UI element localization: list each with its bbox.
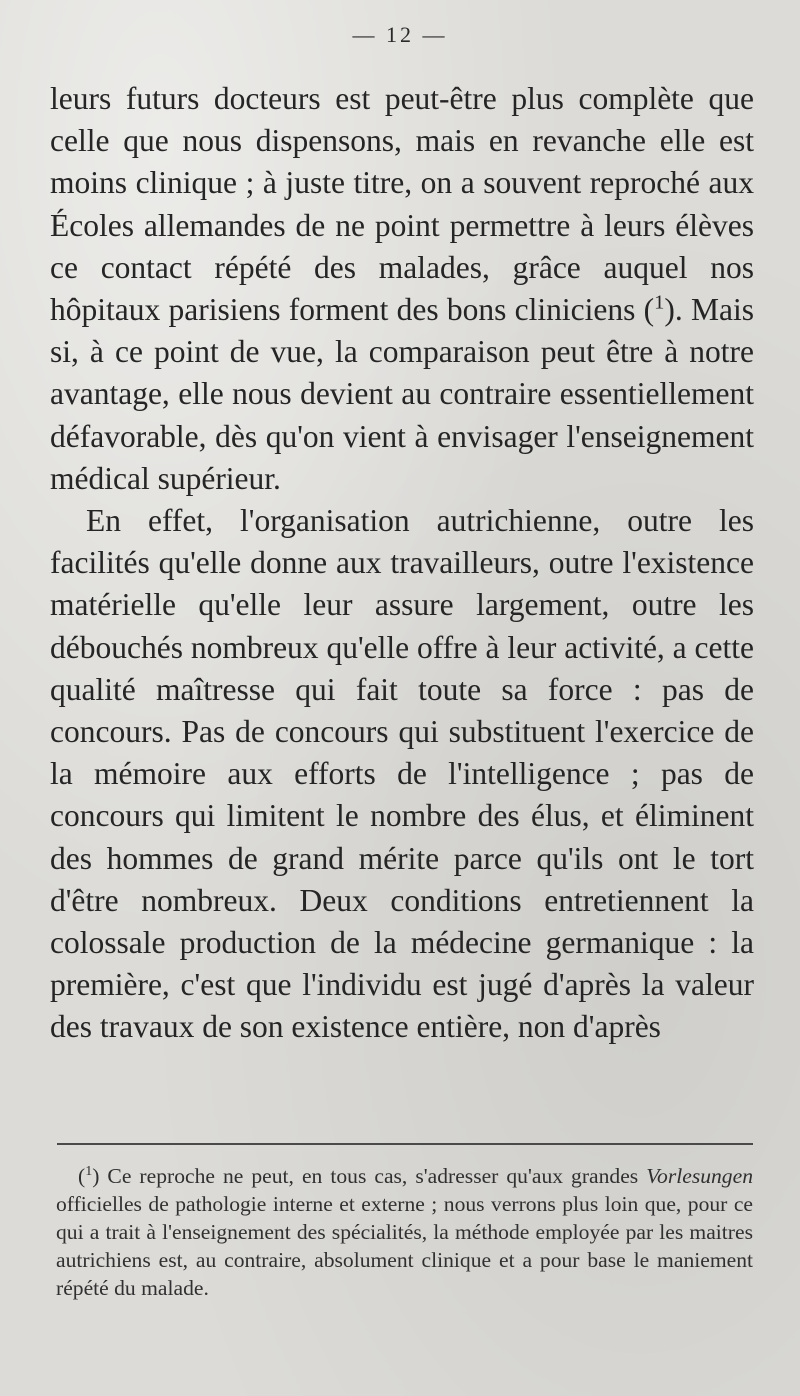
footnote-separator [57,1143,753,1145]
footnote-reference: 1 [654,291,665,314]
paragraph-2: En effet, l'organisation autrichienne, outre les facilités qu'elle donne aux travailleurs, outre l'existence matérielle qu'elle leur assure largement, outre les débouchés nombreux qu'elle offre à leur activité, a cette qualité maîtresse qui fait toute sa force : pas de concours. Pas de concours qui substituent l'exercice de la mémoire aux efforts de l'intelligence ; pas de concours qui limitent le nombre des élus, et éliminent des hommes de grand mérite parce qu'ils ont le tort d'être nombreux. Deux conditions entretiennent la colossale production de la médecine germanique : la première, c'est que l'individu est jugé d'après la valeur des travaux de son existence entière, non d'après [50,503,754,1045]
footnote-mark: 1 [85,1162,93,1179]
paragraph-1-text-start: leurs futurs docteurs est peut-être plus complète que celle que nous dispensons, mais en revanche elle est moins clinique ; à juste titre, on a souvent reproché aux Écoles allemandes de ne point permettre à leurs élèves ce contact répété des malades, grâce auquel nos hôpitaux parisiens forment des bons cliniciens ( [50,81,754,328]
main-text [50,78,754,1049]
footnote-text-start: Ce reproche ne peut, en tous cas, s'adresser qu'aux grandes [99,1164,647,1188]
footnote-italic-term: Vorlesungen [646,1164,753,1188]
paragraph-1-text-end: ). Mais si, à ce point de vue, la comparaison peut être à notre avantage, elle nous devient au contraire essentiellement défavorable, dès qu'on vient à envisager l'enseignement médical supérieur. [50,292,754,496]
footnote-text-end: officielles de pathologie interne et externe ; nous verrons plus loin que, pour ce qui a trait à l'enseignement des spécialités, la méthode employée par les maitres autrichiens est, au contraire, absolument clinique et a pour base le maniement répété du malade. [56,1191,753,1300]
page-number: — 12 — [352,22,448,47]
paragraph-1 [50,78,754,500]
footnote: ($^1$) Ce reproche ne peut, en tous cas, s'adresser qu'aux grandes Vorlesungen officielles de pathologie interne et externe ; nous verrons plus loin que, pour ce qui a trait à l'enseignement des spécialités, la méthode employée par les maitres autrichiens est, au contraire, absolument clinique et a pour base le maniement répété du malade. [56,1162,753,1300]
